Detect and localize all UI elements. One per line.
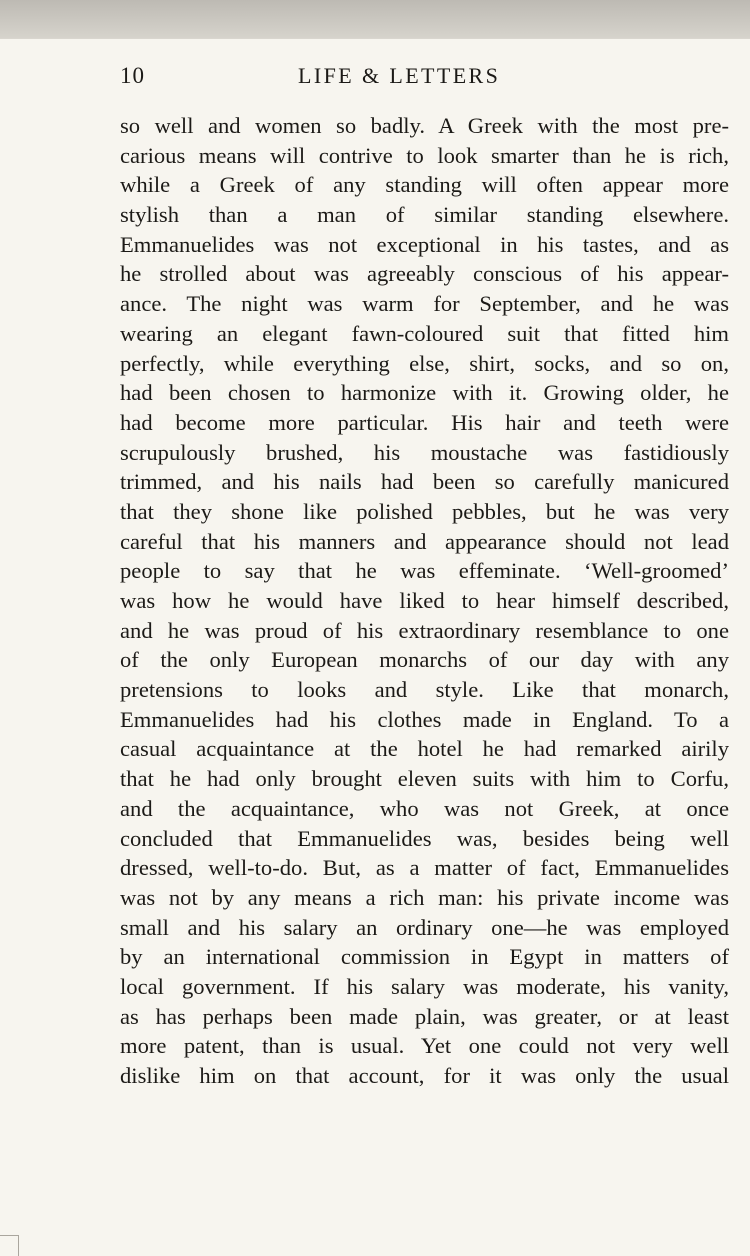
text-line: people to say that he was effeminate. ‘Well-groomed’	[120, 558, 729, 584]
text-line: dressed, well-to-do. But, as a matter of fact, Emmanuelides	[120, 855, 729, 881]
text-line: trimmed, and his nails had been so carefully manicured	[120, 469, 729, 495]
text-line: carious means will contrive to look smarter than he is rich,	[120, 142, 729, 168]
text-line: dislike him on that account, for it was only the usual	[120, 1063, 729, 1088]
text-line: scrupulously brushed, his moustache was fastidiously	[120, 439, 729, 465]
text-line: and he was proud of his extraordinary resemblance to one	[120, 617, 729, 643]
text-line: stylish than a man of similar standing elsewhere.	[120, 202, 729, 228]
text-line: was not by any means a rich man: his private income was	[120, 884, 729, 910]
text-line: Emmanuelides had his clothes made in England. To a	[120, 706, 729, 732]
text-line: casual acquaintance at the hotel he had remarked airily	[120, 736, 729, 762]
text-line: he strolled about was agreeably conscious of his appear-	[120, 261, 729, 287]
page-number: 10	[120, 63, 145, 88]
text-line: Emmanuelides was not exceptional in his tastes, and as	[120, 231, 729, 257]
text-line: and the acquaintance, who was not Greek, at once	[120, 795, 729, 821]
text-line: local government. If his salary was moderate, his vanity,	[120, 973, 729, 999]
body-text	[120, 111, 729, 1091]
text-line: of the only European monarchs of our day with any	[120, 647, 729, 673]
text-line: had been chosen to harmonize with it. Growing older, he	[120, 380, 729, 406]
text-line: by an international commission in Egypt in matters of	[120, 944, 729, 970]
text-line: that he had only brought eleven suits with him to Corfu,	[120, 766, 729, 792]
text-line: concluded that Emmanuelides was, besides being well	[120, 825, 729, 851]
text-line: careful that his manners and appearance should not lead	[120, 528, 729, 554]
text-line: perfectly, while everything else, shirt, socks, and so on,	[120, 350, 729, 376]
text-line: small and his salary an ordinary one—he was employed	[120, 914, 729, 940]
book-page	[0, 38, 750, 1256]
text-line: wearing an elegant fawn-coloured suit that fitted him	[120, 320, 729, 346]
text-line: had become more particular. His hair and teeth were	[120, 409, 729, 435]
text-line: pretensions to looks and style. Like that monarch,	[120, 677, 729, 703]
text-line: as has perhaps been made plain, was greater, or at least	[120, 1003, 729, 1029]
text-line: that they shone like polished pebbles, but he was very	[120, 498, 729, 524]
text-line: more patent, than is usual. Yet one could not very well	[120, 1033, 729, 1059]
running-head	[120, 63, 730, 95]
page-corner-mark	[0, 1235, 19, 1256]
text-line: ance. The night was warm for September, and he was	[120, 291, 729, 317]
text-line: was how he would have liked to hear himself described,	[120, 588, 729, 613]
text-line: so well and women so badly. A Greek with the most pre-	[120, 113, 729, 138]
text-line: while a Greek of any standing will often appear more	[120, 172, 729, 198]
running-title: LIFE & LETTERS	[298, 63, 501, 88]
scan-background	[0, 0, 750, 38]
